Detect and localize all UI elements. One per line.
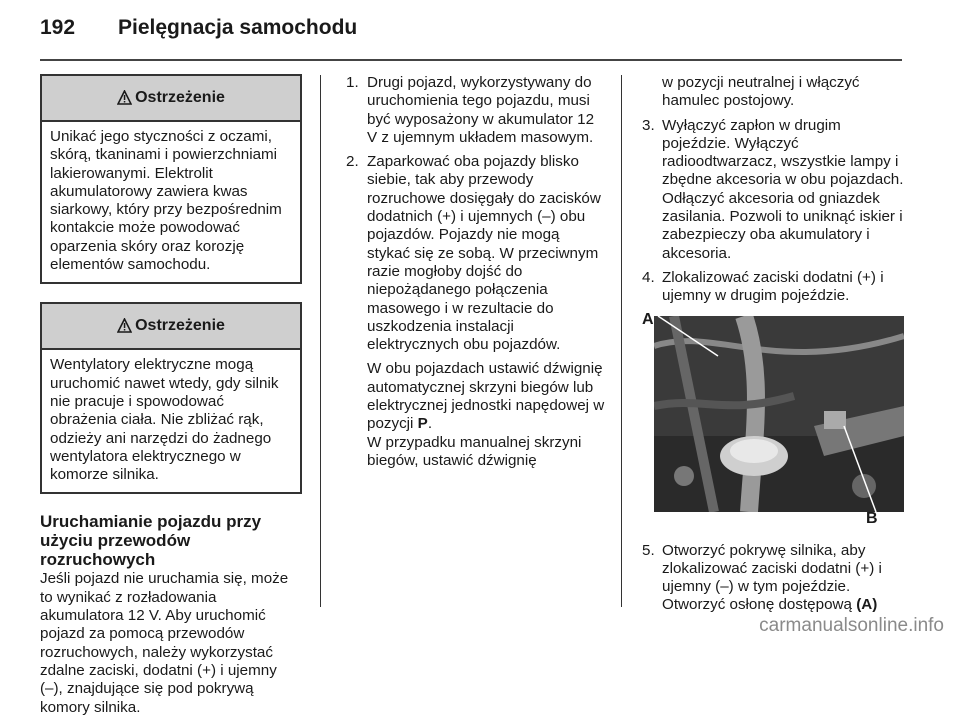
section-heading: Uruchamianie pojazdu przy użyciu przewodów rozruchowych [40,512,262,570]
step-number: 1. [346,74,359,91]
step-note [367,360,605,470]
step-note-cont: w pozycji neutralnej i włączyć hamulec postojowy. [662,74,860,110]
list-item [642,542,904,615]
column-right [642,74,904,621]
warning-icon [117,90,132,105]
warning-icon [117,318,132,333]
page-title: Pielęgnacja samochodu [118,16,358,39]
engine-photo [654,316,904,512]
step-number: 2. [346,153,359,171]
page-header [40,16,357,40]
page-number: 192 [40,16,76,39]
step-text: Wyłączyć zapłon w drugim pojeździe. Wyłączyć radioodtwarzacz, wszystkie lampy i zbędne akcesoria w obu pojazdach. Odłączyć akcesoria od gniazdek zasilania. Pozwoli to uniknąć iskier i zabezpieczy oba akumulatory i akcesoria. [662,116,904,262]
step-number: 4. [642,268,655,286]
warning-title: Ostrzeżenie [135,89,225,106]
warning-text: Unikać jego styczności z oczami, skórą, tkaninami i powierzchniami lakierowanymi. Elektrolit akumulatorowy zawiera kwas siarkowy, który przy bezpośrednim kontakcie może powodować oparzenia skóry oraz korozję elementów samochodu. [50,128,282,274]
step-bold: (A) [856,596,878,614]
watermark: carmanualsonline.info [759,615,944,636]
steps-list [642,117,904,306]
header-rule [40,59,902,61]
list-item [346,153,605,354]
label-a: A [642,310,654,328]
steps-list [642,542,904,615]
note-text: W obu pojazdach ustawić dźwignię automatycznej skrzyni biegów lub elektrycznej jednostki napędowej w pozycji [367,360,605,433]
warning-box [40,74,302,284]
engine-figure [642,310,904,532]
column-middle-content [340,74,605,476]
warning-header [42,76,300,122]
step-number: 5. [642,541,655,559]
section-intro: Jeśli pojazd nie uruchamia się, może to wynikać z rozładowania akumulatora 12 V. Aby uruchomić pojazd za pomocą przewodów rozruchowych, należy wykorzystać zdalne zaciski, dodatni (+) i ujemny (–), znajdujące się pod pokrywą komory silnika. [40,570,289,716]
warning-box [40,302,302,494]
steps-list [346,74,605,354]
list-item [346,74,605,147]
note-end: . [427,415,433,433]
column-divider [320,75,321,607]
warning-text: Wentylatory elektryczne mogą uruchomić nawet wtedy, gdy silnik nie pracuje i spowodować obrażenia ciała. Nie zbliżać rąk, odzieży ani narzędzi do żadnego wentylatora elektrycznego w komorze silnika. [50,356,279,484]
note-bold: P [417,415,428,433]
label-b: B [866,509,878,527]
warning-header [42,304,300,350]
step-text: Otworzyć pokrywę silnika, aby zlokalizować zaciski dodatni (+) i ujemny (–) w tym pojeździe. Otworzyć osłonę dostępową [662,541,882,614]
step-number: 3. [642,116,655,134]
engine-illustration [654,316,904,512]
list-item [642,269,904,306]
column-left [40,74,302,723]
note-text-2: W przypadku manualnej skrzyni biegów, ustawić dźwignię [367,433,582,469]
step-text: Zaparkować oba pojazdy blisko siebie, tak aby przewody rozruchowe dosięgały do zacisków dodatnich (+) i ujemnych (–) obu pojazdów. Pojazdy nie mogą stykać się ze sobą. W przeciwnym razie mogłoby dojść do niepożądanego połączenia masowego i w rezultacie do uszkodzenia instalacji elektrycznych obu pojazdów. [367,153,601,354]
column-divider [621,75,622,607]
list-item [642,117,904,263]
warning-title: Ostrzeżenie [135,317,225,335]
step-text: Zlokalizować zaciski dodatni (+) i ujemny w drugim pojeździe. [662,268,884,305]
step-text: Drugi pojazd, wykorzystywany do uruchomienia tego pojazdu, musi być wyposażony w akumulator 12 V z ujemnym układem masowym. [367,74,595,146]
